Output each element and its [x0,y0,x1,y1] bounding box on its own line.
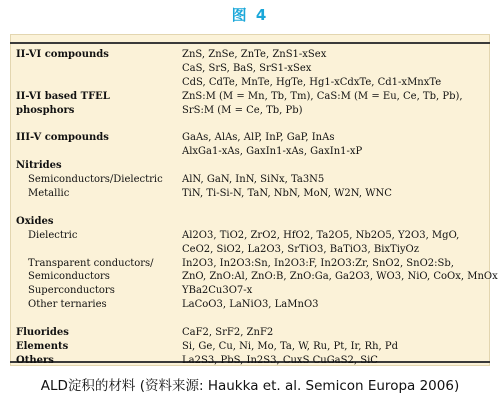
table-row [10,270,498,284]
table-row [10,187,490,201]
row-value: ZnS:M (M = Mn, Tb, Tm), CaS:M (M = Eu, Ce, Tb, Pb), [182,90,463,102]
table-row [10,326,490,340]
row-value: TiN, Ti-Si-N, TaN, NbN, MoN, W2N, WNC [182,188,392,199]
row-value: CeO2, SiO2, La2O3, SrTiO3, BaTiO3, BixTiyOz [182,243,420,255]
row-value: SrS:M (M = Ce, Tb, Pb) [182,104,303,116]
table-top-rule [10,42,490,44]
table-row [10,173,490,187]
row-label: Others [16,354,54,366]
row-value: YBa2Cu3O7-x [182,285,253,297]
row-label: phosphors [16,104,75,116]
row-value: ZnS, ZnSe, ZnTe, ZnS1-xSex [182,49,327,60]
row-label: Metallic [28,188,70,199]
table-row [10,48,490,62]
table-row [10,62,490,76]
table-row [10,118,490,132]
row-label: Other ternaries [28,299,107,311]
row-value: CaS, SrS, BaS, SrS1-xSex [182,62,312,74]
table-row [10,131,490,145]
row-value: Al2O3, TiO2, ZrO2, HfO2, Ta2O5, Nb2O5, Y2O3, MgO, [182,229,460,241]
row-value: ZnO, ZnO:Al, ZnO:B, ZnO:Ga, Ga2O3, WO3, NiO, CoOx, MnOx [182,271,498,283]
row-value: La2S3, PbS, In2S3, CuxS CuGaS2, SiC [182,354,378,366]
row-value: In2O3, In2O3:Sn, In2O3:F, In2O3:Zr, SnO2, SnO2:Sb, [182,257,454,269]
row-label: Fluorides [16,327,69,338]
row-label: II-VI compounds [16,49,109,60]
row-value: AlN, GaN, InN, SiNx, Ta3N5 [182,174,325,186]
row-label: Semiconductors [28,271,110,283]
row-label: Dielectric [28,229,78,241]
table-row [10,340,490,354]
row-label: Superconductors [28,285,115,297]
row-value: GaAs, AlAs, AlP, InP, GaP, InAs [182,132,335,144]
table-row [10,354,490,368]
row-label: Elements [16,340,69,352]
table-row [10,298,490,312]
table-row [10,257,490,271]
row-label: II-VI based TFEL [16,90,110,102]
table-row [10,104,490,118]
table-row [10,90,490,104]
row-label: III-V compounds [16,132,109,144]
row-label: Oxides [16,215,54,227]
table-row [10,159,490,173]
row-value: CdS, CdTe, MnTe, HgTe, Hg1-xCdxTe, Cd1-xMnxTe [182,76,442,88]
table-row [10,229,490,243]
row-label: Nitrides [16,160,62,172]
row-value: CaF2, SrF2, ZnF2 [182,327,274,338]
table-row [10,284,490,298]
figure-caption: ALD淀积的材料 (资料来源: Haukka et. al. Semicon Europa 2006) [40,378,460,394]
row-label: Semiconductors/Dielectric [28,174,163,186]
row-value: LaCoO3, LaNiO3, LaMnO3 [182,299,319,311]
table-row [10,243,490,257]
figure-label: 图 4 [231,6,269,24]
table-row [10,201,490,215]
table-row [10,76,490,90]
row-value: AlxGa1-xAs, GaxIn1-xAs, GaxIn1-xP [182,146,363,158]
table-row [10,215,490,229]
row-value: Si, Ge, Cu, Ni, Mo, Ta, W, Ru, Pt, Ir, Rh, Pd [182,340,399,352]
row-label: Transparent conductors/ [28,257,154,269]
table-row [10,145,490,159]
table-row [10,312,490,326]
